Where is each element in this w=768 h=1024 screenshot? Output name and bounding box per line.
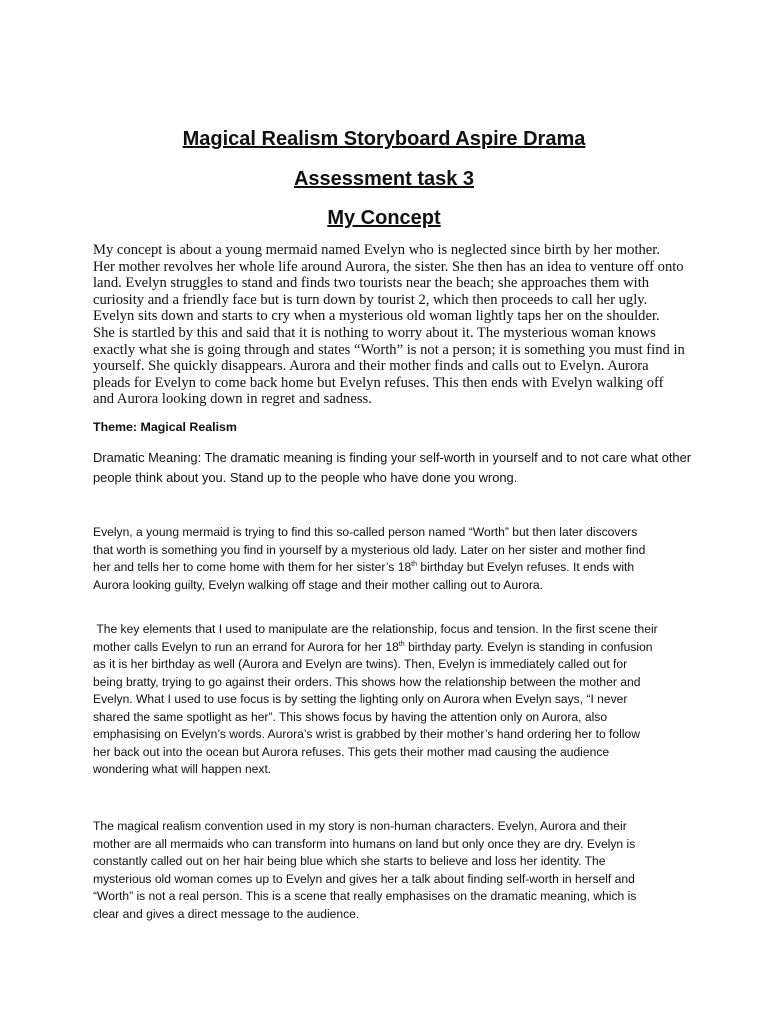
theme-heading: Theme: Magical Realism [93, 420, 237, 434]
story-summary-paragraph [93, 524, 658, 594]
text-run: birthday but Evelyn refuses. It ends with Aurora looking guilty, Evelyn walking off stage and their mother calling out to Aurora. [93, 560, 635, 592]
superscript: th [398, 640, 405, 648]
text-run: birthday party. Evelyn is standing in confusion as it is her birthday as well (Aurora and Evelyn are twins). Then, Evelyn is immediately called out for being bratty, trying to go against their orders. This shows how the relationship between the mother and Evelyn. What I used to use focus is by setting the lighting only on Aurora when Evelyn says, “I never shared the same spotlight as her”. This shows focus by having the attention only on Aurora, also emphasising on Evelyn’s words. Aurora’s wrist is grabbed by their mother’s hand ordering her to follow her back out into the ocean but Aurora refuses. This gets their mother mad causing the audience wondering what will happen next. [93, 639, 653, 776]
convention-paragraph: The magical realism convention used in my story is non-human characters. Evelyn, Aurora and their mother are all mermaids who can transform into humans on land but only once they are dry. Evelyn is constantly called out on her hair being blue which she starts to believe and loss her identity. The mysterious old woman comes up to Evelyn and gives her a talk about finding self-worth in herself and “Worth” is not a real person. This is a scene that really emphasises on the dramatic meaning, which is clear and gives a direct message to the audience. [93, 819, 637, 921]
concept-paragraph: My concept is about a young mermaid named Evelyn who is neglected since birth by her mother. Her mother revolves her whole life around Aurora, the sister. She then has an idea to venture off onto land. Evelyn struggles to stand and finds two tourists near the beach; she approaches them with curiosity and a friendly face but is turn down by tourist 2, which then proceeds to call her ugly. Evelyn sits down and starts to cry when a mysterious old woman lightly taps her on the shoulder. She is startled by this and said that it is nothing to worry about it. The mysterious woman knows exactly what she is going through and states “Worth” is not a person; it is something you must find in yourself. She quickly disappears. Aurora and their mother finds and calls out to Evelyn. Aurora pleads for Evelyn to come back home but Evelyn refuses. This then ends with Evelyn walking off and Aurora looking down in regret and sadness. [93, 242, 685, 408]
section-heading: My Concept [327, 207, 441, 229]
document-title: Magical Realism Storyboard Aspire Drama [182, 128, 586, 150]
text-run: The key elements that I used to manipulate are the relationship, focus and tension. In the first scene their mother calls Evelyn to run an errand for Aurora for her 18 [93, 622, 658, 654]
key-elements-paragraph [93, 621, 658, 779]
document-subtitle: Assessment task 3 [293, 168, 475, 190]
superscript: th [411, 560, 418, 568]
text-run: Evelyn, a young mermaid is trying to find this so-called person named “Worth” but then later discovers that worth is something you find in yourself by a mysterious old lady. Later on her sister and mother find her and tells her to come home with them for her sister’s 18 [93, 525, 646, 574]
dramatic-meaning-paragraph: Dramatic Meaning: The dramatic meaning is finding your self-worth in yourself and to not care what other people think about you. Stand up to the people who have done you wrong. [93, 450, 692, 485]
